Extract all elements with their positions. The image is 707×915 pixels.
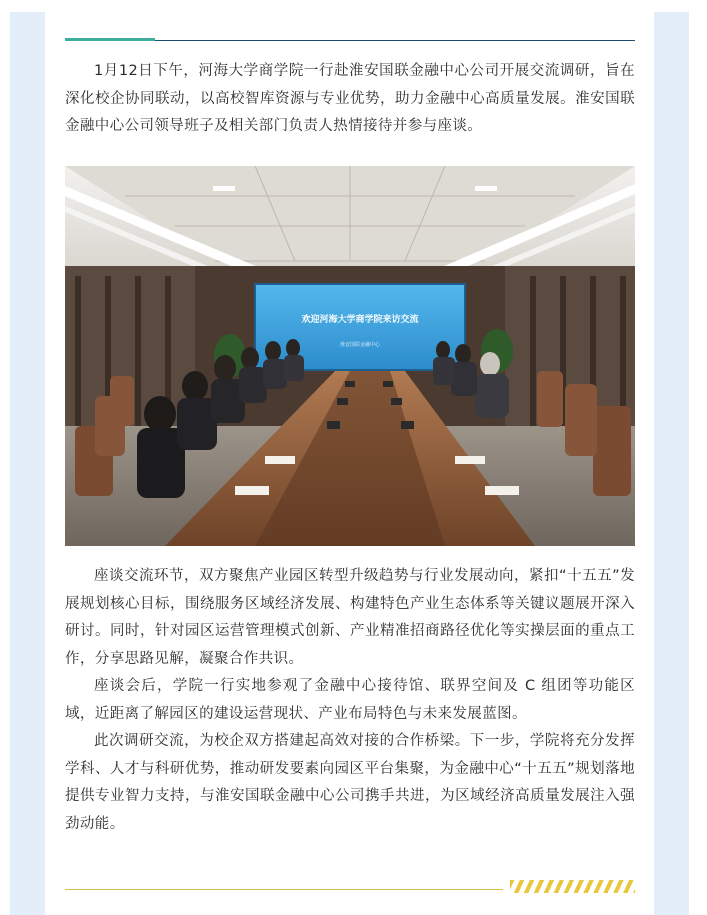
top-divider-accent bbox=[65, 38, 155, 41]
bottom-divider bbox=[65, 889, 503, 890]
body-section bbox=[65, 563, 635, 838]
paragraph-outlook: 此次调研交流，为校企双方搭建起高效对接的合作桥梁。下一步，学院将充分发挥学科、人才与科研优势，推动研发要素向园区平台集聚，为金融中心“十五五”规划落地提供专业智力支持，与淮安国联金融中心公司携手共进，为区域经济高质量发展注入强劲动能。 bbox=[65, 733, 635, 832]
meeting-photo bbox=[65, 166, 635, 546]
bottom-stripe-decoration bbox=[510, 880, 635, 893]
paragraph-intro: 1月12日下午，河海大学商学院一行赴淮安国联金融中心公司开展交流调研，旨在深化校企协同联动，以高校智库资源与专业优势，助力金融中心高质量发展。淮安国联金融中心公司领导班子及相关部门负责人热情接待并参与座谈。 bbox=[65, 63, 635, 134]
left-side-band bbox=[10, 12, 45, 915]
meeting-room-illustration bbox=[65, 166, 635, 546]
screen-banner: 欢迎河海大学商学院来访交流 bbox=[301, 315, 419, 325]
intro-section bbox=[65, 58, 635, 141]
screen-subline: 淮安国联金融中心 bbox=[339, 342, 381, 348]
paragraph-visit: 座谈会后，学院一行实地参观了金融中心接待馆、联界空间及 C 组团等功能区域，近距离了解园区的建设运营现状、产业布局特色与未来发展蓝图。 bbox=[65, 678, 635, 722]
paragraph-discussion: 座谈交流环节，双方聚焦产业园区转型升级趋势与行业发展动向，紧扣“十五五”发展规划核心目标，围绕服务区域经济发展、构建特色产业生态体系等关键议题展开深入研讨。同时，针对园区运营管理模式创新、产业精准招商路径优化等实操层面的重点工作，分享思路见解，凝聚合作共识。 bbox=[65, 568, 635, 667]
right-side-band bbox=[654, 12, 689, 915]
